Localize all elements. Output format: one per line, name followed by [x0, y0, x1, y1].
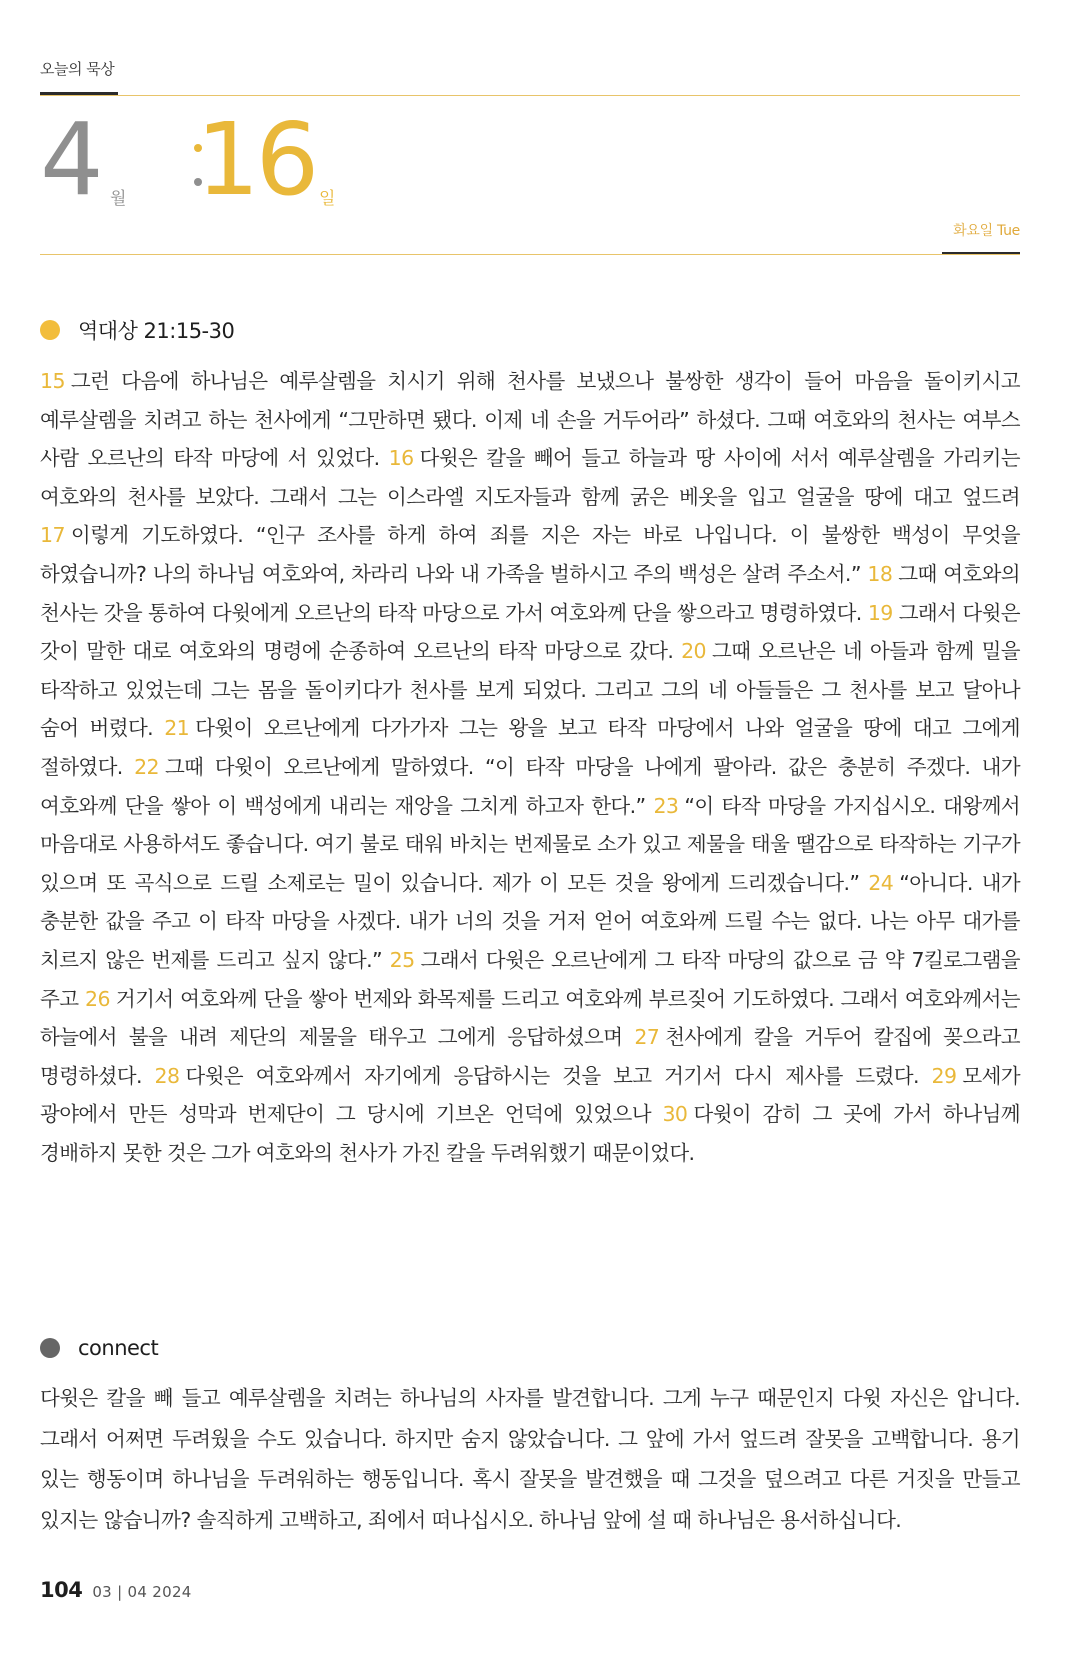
passage-reference: 역대상 21:15-30: [78, 319, 235, 343]
verse-text: 그래서 다윗은 갓이 말한 대로 여호와의 명령에 순종하여 오르난의 타작 마당으로 갔다.: [40, 600, 1021, 664]
verse-text: 모세가 광야에서 만든 성막과 번제단이 그 당시에 기브온 언덕에 있었으나: [40, 1063, 1020, 1127]
connect-bullet-icon: [40, 1338, 60, 1358]
verse-text: 다윗은 칼을 빼어 들고 하늘과 땅 사이에 서서 예루살렘을 가리키는 여호와의 천사를 보았다. 그래서 그는 이스라엘 지도자들과 함께 굵은 베옷을 입고 얼굴을 땅에 대고 엎드려: [40, 446, 1020, 509]
verse-text: 다윗이 오르난에게 다가가자 그는 왕을 보고 타작 마당에서 나와 얼굴을 땅에 대고 그에게 절하였다.: [40, 716, 1020, 779]
month-number: 4: [40, 101, 100, 218]
verse-text: 그때 오르난은 네 아들과 함께 밀을 타작하고 있었는데 그는 몸을 돌이키다가 천사를 보게 되었다. 그리고 그의 네 아들들은 그 천사를 보고 달아나 숨어 버렸다.: [40, 639, 1020, 741]
verse-text: 그때 다윗이 오르난에게 말하였다. “이 타작 마당을 나에게 팔아라. 값은 충분히 주겠다. 내가 여호와께 단을 쌓아 이 백성에게 내리는 재앙을 그치게 하고자 한다.”: [40, 754, 1020, 818]
date-display: [40, 101, 440, 218]
verse-text: “이 타작 마당을 가지십시오. 대왕께서 마음대로 사용하셔도 좋습니다. 여기 불로 태워 바치는 번제물로 소가 있고 제물을 태울 땔감으로 타작하는 기구가 있으며 또 곡식으로 드릴 소제로는 밀이 있습니다. 제가 이 모든 것을 왕에게 드리겠습니다.”: [40, 793, 1020, 895]
connect-title: connect: [78, 1336, 159, 1360]
verse-number: 15: [40, 369, 65, 393]
weekday: 화요일 Tue: [953, 223, 1020, 239]
top-divider: [40, 95, 1020, 96]
verse-text: 그런 다음에 하나님은 예루살렘을 치시기 위해 천사를 보냈으나 불쌍한 생각이 들어 마음을 돌이키시고 예루살렘을 치려고 하는 천사에게 “그만하면 됐다. 이제 네 손을 거두어라” 하셨다. 그때 여호와의 천사는 여부스 사람 오르난의 타작 마당에 서 있었다.: [40, 369, 1020, 471]
passage-heading: [40, 315, 234, 345]
verse-number: 23: [653, 793, 679, 818]
verse-text: “아니다. 내가 충분한 값을 주고 이 타작 마당을 사겠다. 내가 너의 것을 거저 얻어 여호와께 드릴 수는 없다. 나는 아무 대가를 치르지 않은 번제를 드리고 싶지 않다.”: [40, 870, 1020, 972]
verse-text: 천사에게 칼을 거두어 칼집에 꽂으라고 명령하셨다.: [40, 1025, 1020, 1088]
verse-number: 21: [164, 716, 190, 741]
connect-body: 다윗은 칼을 빼 들고 예루살렘을 치려는 하나님의 사자를 발견합니다. 그게 누구 때문인지 다윗 자신은 압니다. 그래서 어쩌면 두려웠을 수도 있습니다. 하지만 숨지 않았습니다. 그 앞에 가서 엎드려 잘못을 고백합니다. 용기 있는 행동이며 하나님을 두려워하는 행동입니다. 혹시 잘못을 발견했을 때 그것을 덮으려고 다른 거짓을 만들고 있지는 않습니까? 솔직하게 고백하고, 죄에서 떠나십시오. 하나님 앞에 설 때 하나님은 용서하십니다.: [40, 1386, 1020, 1532]
verse-number: 20: [681, 639, 706, 664]
issue-date: 03 | 04 2024: [92, 1583, 192, 1601]
verse-text: 다윗은 여호와께서 자기에게 응답하시는 것을 보고 거기서 다시 제사를 드렸다.: [185, 1063, 932, 1088]
verse-number: 19: [867, 600, 893, 625]
verse-text: 다윗이 감히 그 곳에 가서 하나님께 경배하지 못한 것은 그가 여호와의 천사가 가진 칼을 두려워했기 때문이었다.: [40, 1102, 1020, 1165]
verse-number: 29: [931, 1063, 957, 1088]
verse-number: 26: [85, 986, 110, 1011]
page-number: 104: [40, 1578, 83, 1602]
verse-text: 그래서 다윗은 오르난에게 그 타작 마당의 값으로 금 약 7킬로그램을 주고: [40, 947, 1021, 1011]
verse-number: 17: [40, 523, 65, 548]
verse-text: 거기서 여호와께 단을 쌓아 번제와 화목제를 드리고 여호와께 부르짖어 기도하였다. 그래서 여호와께서는 하늘에서 불을 내려 제단의 제물을 태우고 그에게 응답하셨으며: [40, 986, 1020, 1050]
page-footer: [40, 1578, 192, 1602]
day-unit: 일: [319, 189, 336, 209]
verse-text: 이렇게 기도하였다. “인구 조사를 하게 하여 죄를 지은 자는 바로 나입니다. 이 불쌍한 백성이 무엇을 하였습니까? 나의 하나님 여호와여, 차라리 나와 내 가족을 벌하시고 주의 백성은 살려 주소서.”: [40, 523, 1020, 586]
verse-number: 16: [388, 446, 414, 471]
verse-number: 28: [154, 1063, 180, 1088]
verse-number: 24: [868, 870, 894, 895]
verse-number: 22: [134, 754, 159, 779]
day-number: 16: [196, 101, 316, 218]
verse-text: 그때 여호와의 천사는 갓을 통하여 다윗에게 오르난의 타작 마당으로 가서 여호와께 단을 쌓으라고 명령하였다.: [40, 561, 1021, 625]
month-unit: 월: [110, 189, 127, 209]
middle-divider: [40, 254, 1020, 255]
passage-bullet-icon: [40, 320, 60, 340]
section-label: 오늘의 묵상: [40, 60, 115, 78]
connect-heading: [40, 1336, 158, 1360]
verse-number: 27: [634, 1025, 660, 1050]
verse-number: 18: [867, 561, 893, 586]
verse-number: 30: [662, 1102, 688, 1127]
verse-number: 25: [389, 947, 415, 972]
passage-text: [40, 362, 1020, 1172]
